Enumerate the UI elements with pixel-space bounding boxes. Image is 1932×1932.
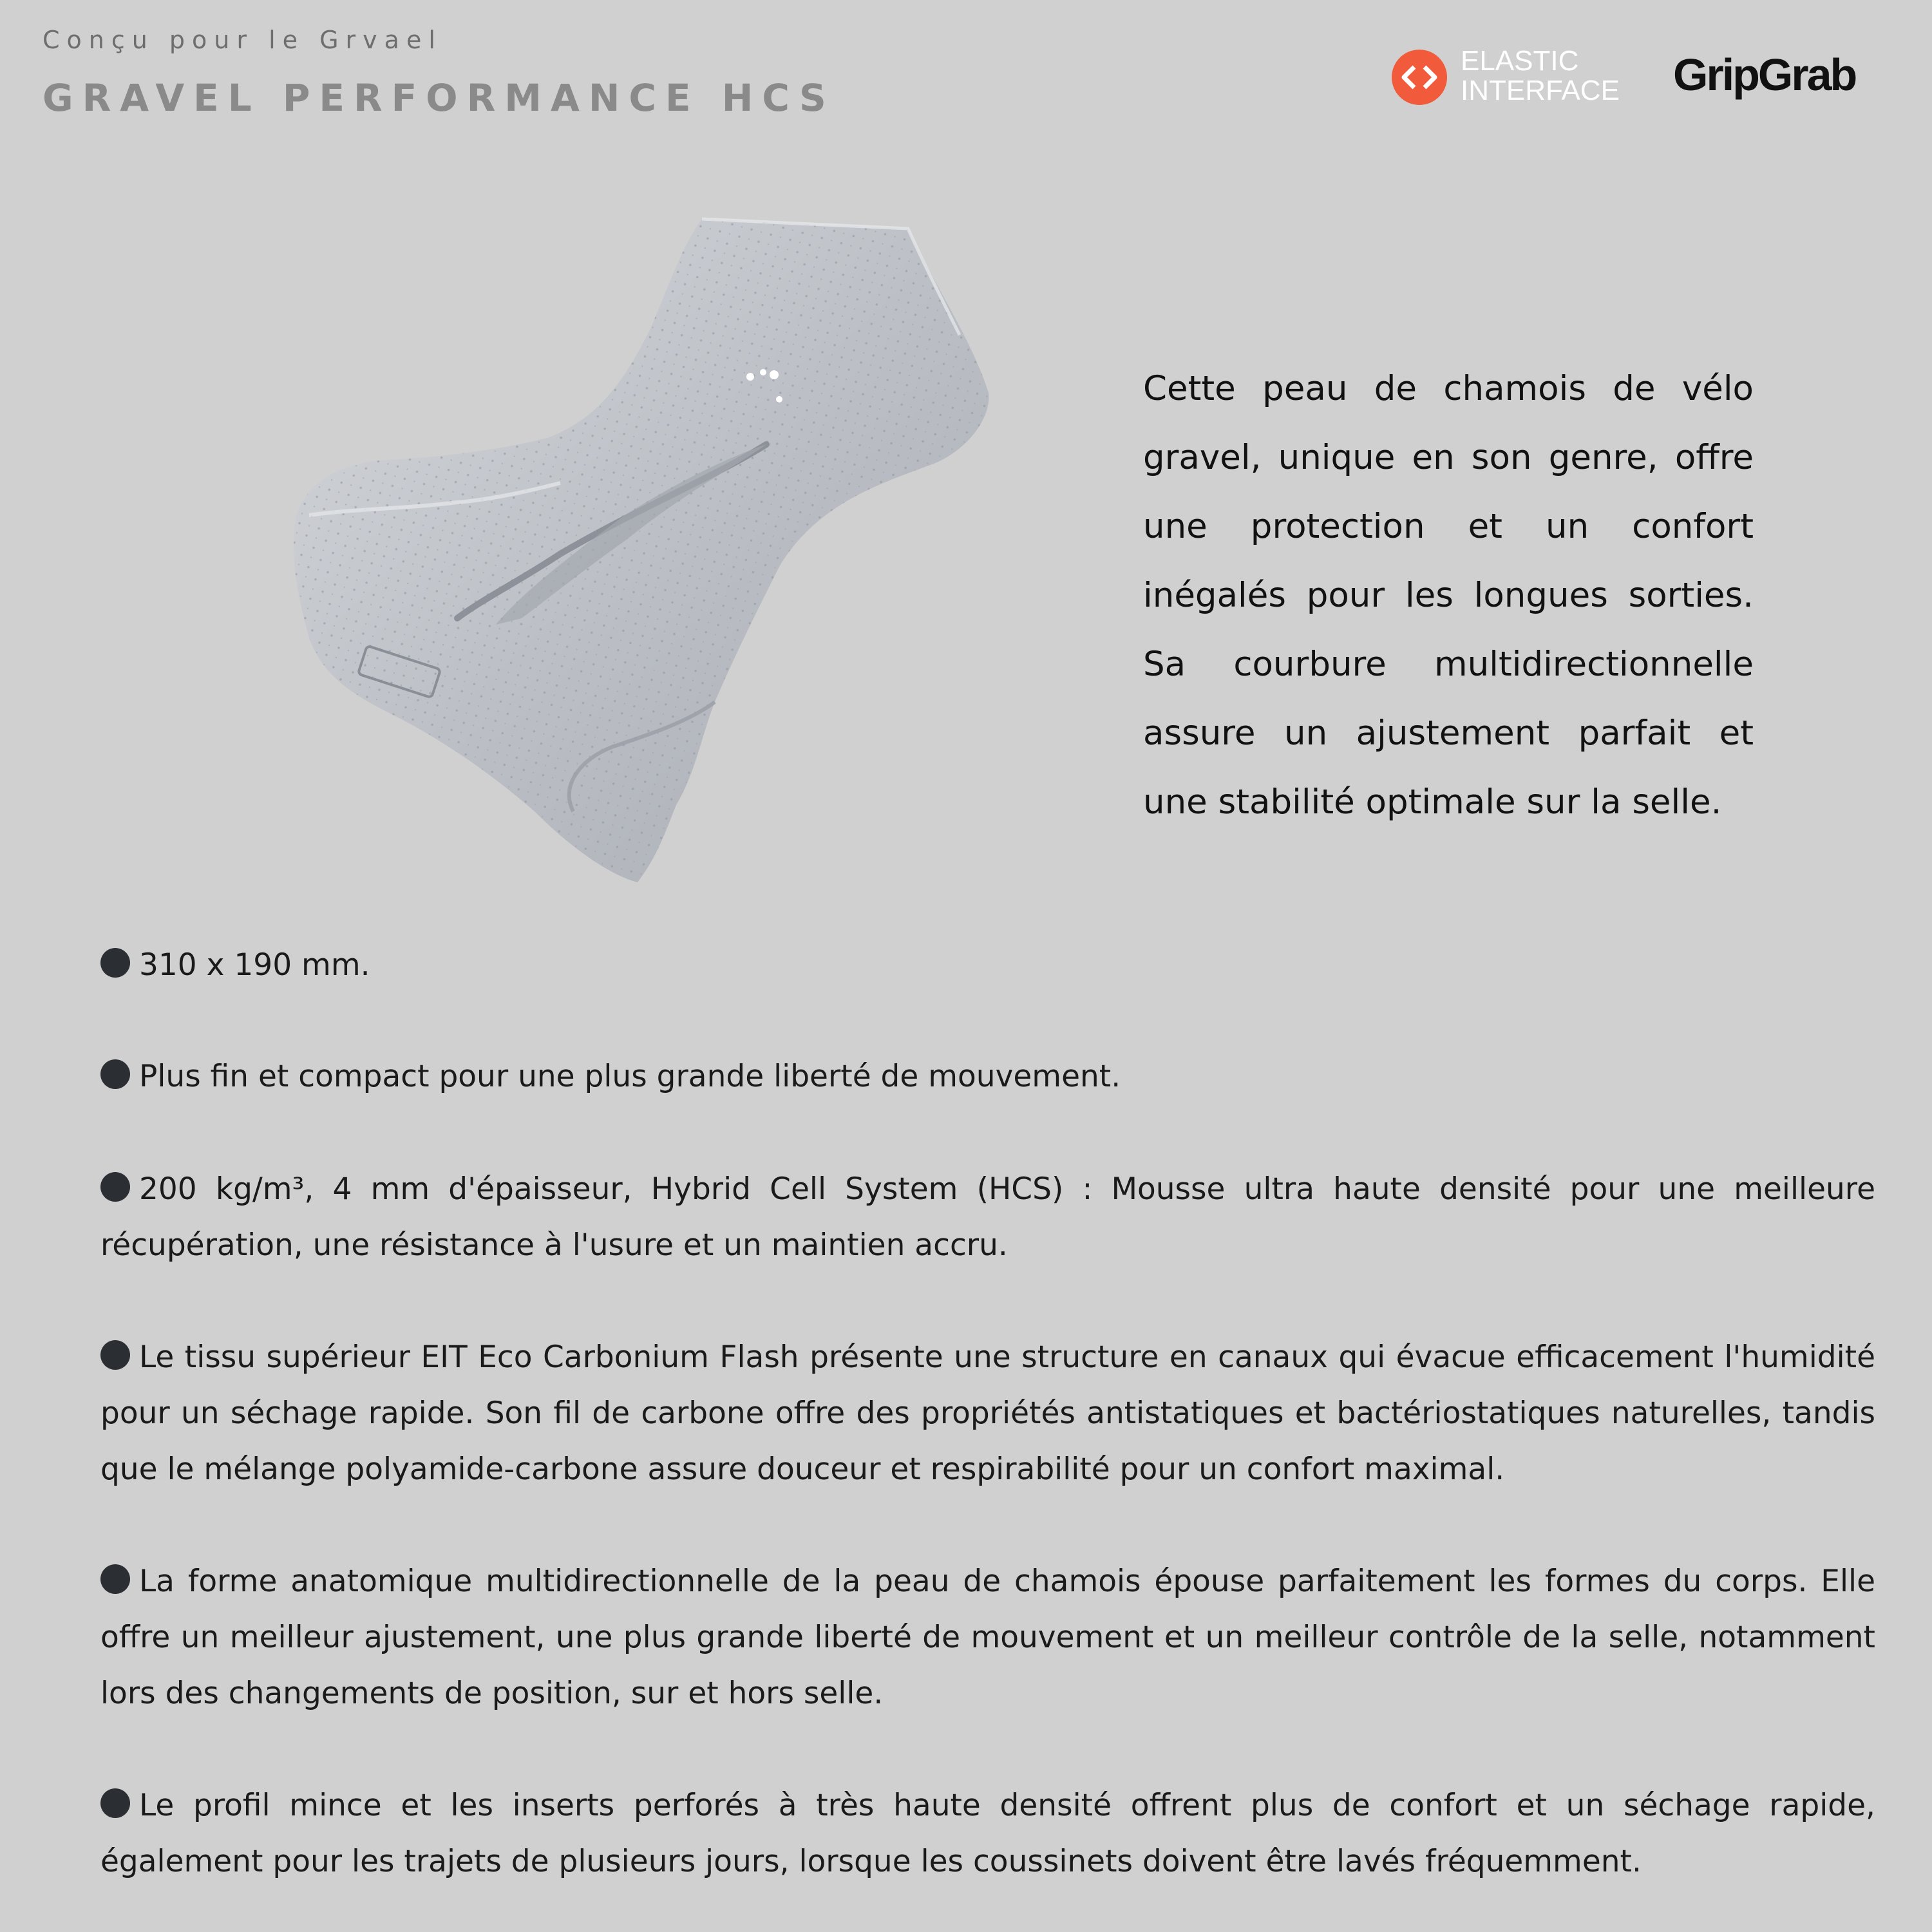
feature-text: 200 kg/m³, 4 mm d'épaisseur, Hybrid Cell System (HCS) : Mousse ultra haute densité pour une meilleure récupération, une résistance à l'usure et un maintien accru. — [100, 1171, 1875, 1263]
feature-item — [100, 1553, 1875, 1721]
elastic-interface-line1: ELASTIC — [1461, 45, 1579, 77]
bullet-icon — [100, 1340, 130, 1370]
intro-paragraph: Cette peau de chamois de vélo gravel, unique en son genre, offre une protection et un confort inégalés pour les longues sorties. Sa courbure multidirectionnelle assure un ajustement parfait et une stabilité optimale sur la selle. — [1143, 369, 1754, 822]
bullet-icon — [100, 1172, 130, 1202]
bullet-icon — [100, 948, 130, 978]
feature-item — [100, 1329, 1875, 1497]
tagline: Conçu pour le Grvael — [43, 26, 442, 54]
feature-text: Le profil mince et les inserts perforés à très haute densité offrent plus de confort et un séchage rapide, également pour les trajets de plusieurs jours, lorsque les coussinets doivent être lavés fréquemment. — [100, 1788, 1875, 1879]
bullet-icon — [100, 1788, 130, 1818]
brand-logos — [1391, 43, 1868, 107]
gripgrab-logo: GripGrab — [1673, 50, 1856, 100]
product-title: GRAVEL PERFORMANCE HCS — [43, 76, 835, 120]
bullet-icon — [100, 1564, 130, 1594]
feature-item — [100, 937, 1875, 993]
feature-text: La forme anatomique multidirectionnelle de la peau de chamois épouse parfaitement les formes du corps. Elle offre un meilleur ajustement, une plus grande liberté de mouvement et un meilleur contrôle de la selle, notamment lors des changements de position, sur et hors selle. — [100, 1564, 1875, 1711]
chamois-pad-image — [161, 206, 1011, 902]
feature-text: 310 x 190 mm. — [139, 947, 370, 983]
feature-item — [100, 1777, 1875, 1889]
bullet-icon — [100, 1059, 130, 1089]
elastic-interface-logo — [1391, 46, 1629, 104]
feature-item — [100, 1161, 1875, 1273]
feature-text: Le tissu supérieur EIT Eco Carbonium Flash présente une structure en canaux qui évacue efficacement l'humidité pour un séchage rapide. Son fil de carbone offre des propriétés antistatiques et bactériostatiques naturelles, tandis que le mélange polyamide-carbone assure douceur et respirabilité pour un confort maximal. — [100, 1340, 1875, 1487]
feature-text: Plus fin et compact pour une plus grande liberté de mouvement. — [139, 1059, 1121, 1094]
elastic-interface-icon — [1391, 49, 1448, 106]
feature-item — [100, 1048, 1875, 1104]
elastic-interface-line2: INTERFACE — [1461, 75, 1620, 106]
